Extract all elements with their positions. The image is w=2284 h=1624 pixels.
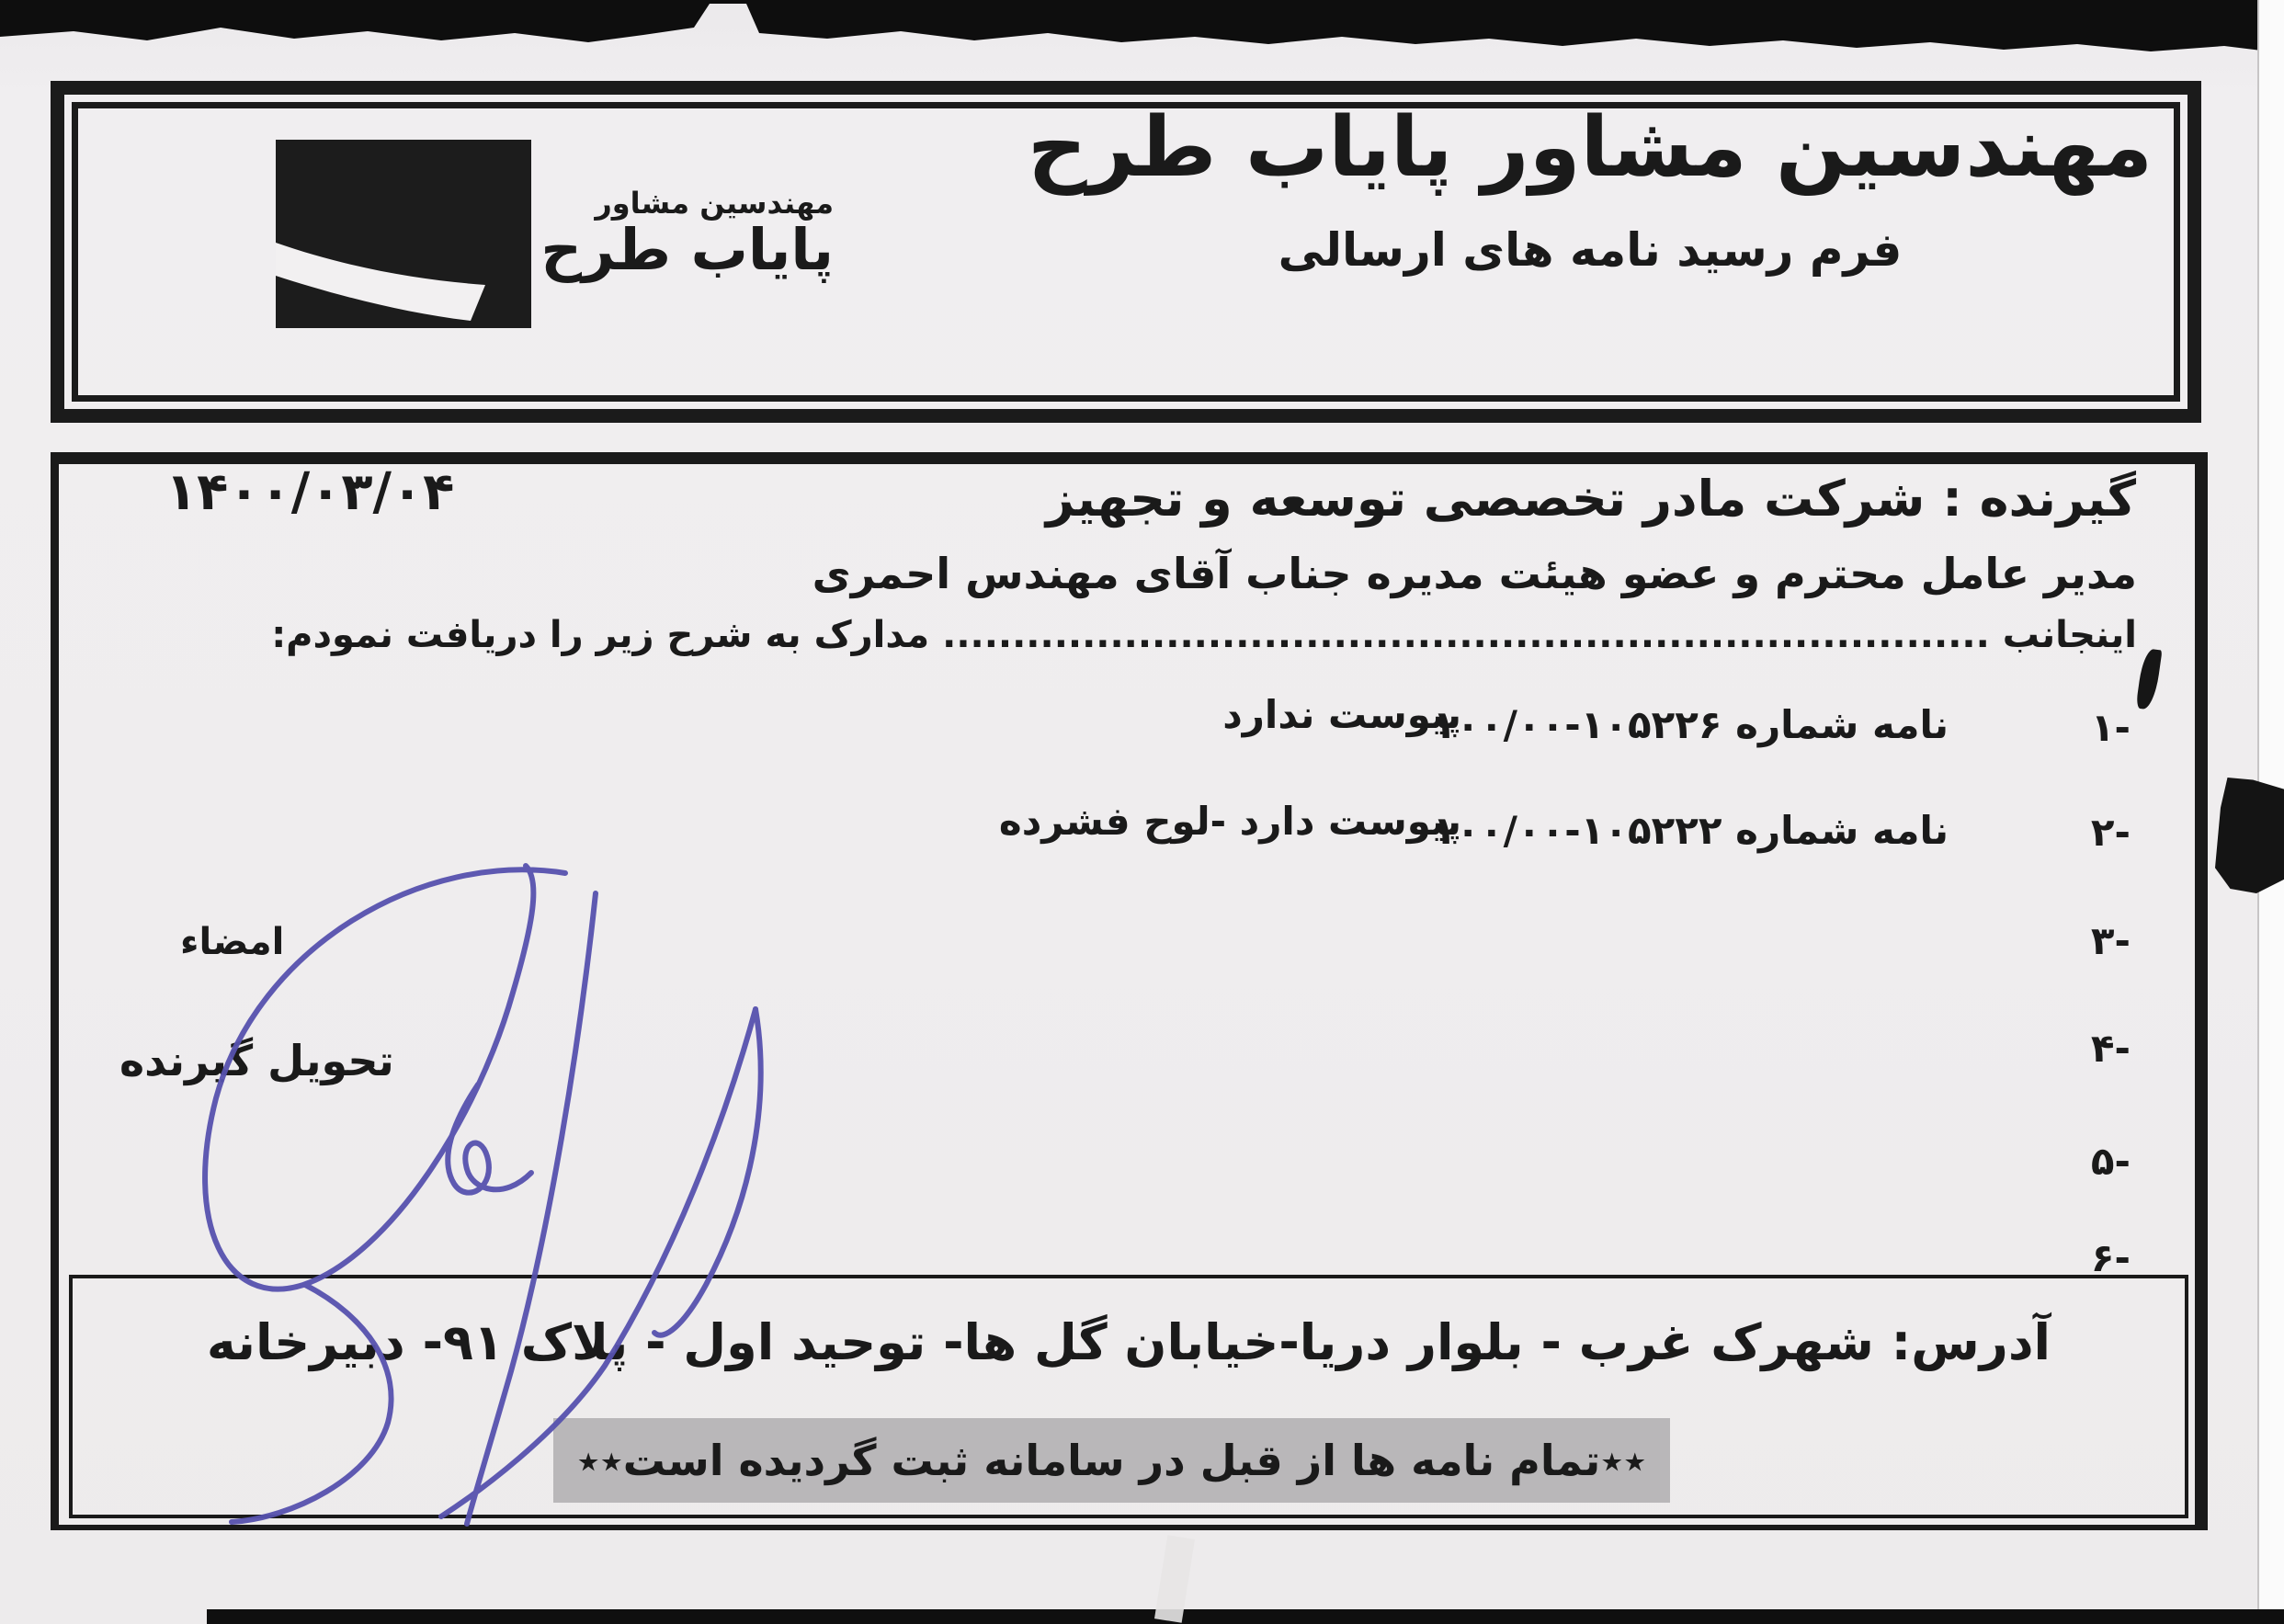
fill-in-blank-dots: ........................................................................... <box>942 614 1990 656</box>
declaration-line <box>271 614 2137 656</box>
logo-wordmark-small: مهندسین مشاور <box>595 186 834 221</box>
signature-label: امضاء <box>180 921 285 963</box>
header-titles <box>956 92 2224 277</box>
declaration-suffix: مدارک به شرح زیر را دریافت نمودم: <box>271 614 930 656</box>
signature-hook <box>654 1009 761 1335</box>
item-2-number: ۲- <box>2090 810 2131 855</box>
declaration-prefix: اینجانب <box>2002 614 2137 656</box>
form-subtitle: فرم رسید نامه های ارسالی <box>1278 222 1903 277</box>
item-2-attachment: پیوست دارد -لوح فشرده <box>998 799 1461 844</box>
received-by-label: تحویل گیرنده <box>119 1036 394 1085</box>
receiver-line: گیرنده : شرکت مادر تخصصی توسعه و تجهیز <box>1045 470 2136 528</box>
item-2-description: نامه شماره ۱۰۵۲۲۲-۱۰۰/۰۰ <box>1432 808 1949 853</box>
signature-squiggle <box>448 1085 531 1193</box>
item-5-number: ۵- <box>2090 1139 2131 1184</box>
ink-blob-artifact <box>2215 778 2284 893</box>
scanner-bottom-band <box>207 1609 2284 1624</box>
torn-paper-top-edge <box>0 0 2284 64</box>
note-text: ٭٭تمام نامه ها از قبل در سامانه ثبت گردیده است٭٭ <box>576 1435 1647 1485</box>
item-3-number: ۳- <box>2090 918 2131 963</box>
handwritten-signature <box>138 827 965 1544</box>
item-1-attachment: پیوست ندارد <box>1222 692 1461 737</box>
address-line: آدرس: شهرک غرب - بلوار دریا-خیابان گل ها- توحید اول - پلاک ۹۱- دبیرخانه <box>206 1313 2051 1371</box>
company-title: مهندسین مشاور پایاب طرح <box>1027 99 2153 196</box>
date: ۱۴۰۰/۰۳/۰۴ <box>165 462 455 522</box>
payab-tarh-logo <box>276 140 531 328</box>
item-6-number: ۶- <box>2090 1235 2131 1280</box>
item-1-description: نامه شماره ۱۰۵۲۲۶-۱۰۰/۰۰ <box>1432 702 1949 747</box>
logo-wordmark-large: پایاب طرح <box>540 216 834 284</box>
signature-stroke-a <box>467 893 596 1524</box>
item-1-number: ۱- <box>2090 705 2131 750</box>
signature-loop <box>205 866 565 1289</box>
item-4-number: ۴- <box>2090 1026 2131 1071</box>
signature-descender <box>232 1285 392 1522</box>
logo-wordmark <box>501 186 834 284</box>
addressee-line: مدیر عامل محترم و عضو هیئت مدیره جناب آقای مهندس احمری <box>812 549 2137 598</box>
